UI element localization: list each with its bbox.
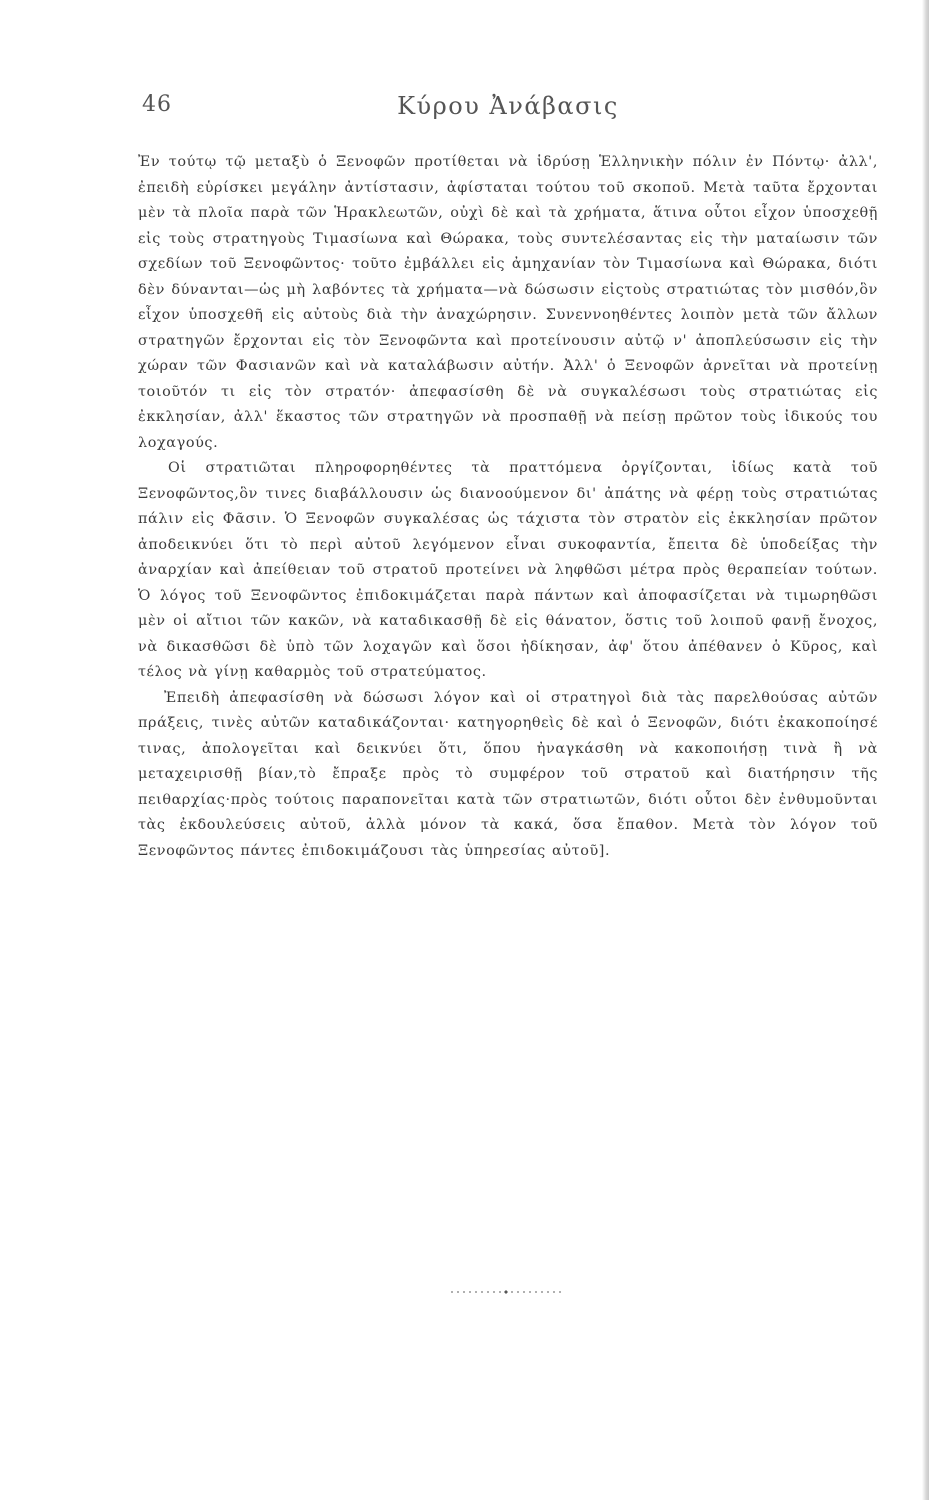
page-header: [138, 92, 878, 132]
paragraph: Οἱ στρατιῶται πληροφορηθέντες τὰ πραττόμενα ὀργίζονται, ἰδίως κατὰ τοῦ Ξενοφῶντος,ὃν τινες διαβάλλουσιν ὡς διανοούμενον δι' ἀπάτης νὰ φέρῃ τοὺς στρατιώτας πάλιν εἰς Φᾶσιν. Ὁ Ξενοφῶν συγκαλέσας ὡς τάχιστα τὸν στρατὸν εἰς ἐκκλησίαν πρῶτον ἀποδεικνύει ὅτι τὸ περὶ αὐτοῦ λεγόμενον εἶναι συκοφαντία, ἔπειτα δὲ ὑποδείξας τὴν ἀναρχίαν καὶ ἀπείθειαν τοῦ στρατοῦ προτείνει νὰ ληφθῶσι μέτρα πρὸς θεραπείαν τούτων. Ὁ λόγος τοῦ Ξενοφῶντος ἐπιδοκιμάζεται παρὰ πάντων καὶ ἀποφασίζεται νὰ τιμωρηθῶσι μὲν οἱ αἴτιοι τῶν κακῶν, νὰ καταδικασθῇ δὲ εἰς θάνατον, ὅστις τοῦ λοιποῦ φανῇ ἔνοχος, νὰ δικασθῶσι δὲ ὑπὸ τῶν λοχαγῶν καὶ ὅσοι ἠδίκησαν, ἀφ' ὅτου ἀπέθανεν ὁ Κῦρος, καὶ τέλος νὰ γίνῃ καθαρμὸς τοῦ στρατεύματος.: [138, 460, 878, 680]
end-ornament: [448, 1286, 568, 1298]
text-body: [138, 150, 878, 864]
page-number: 46: [142, 92, 172, 117]
running-title: Κύρου Ἀνάβασις: [397, 92, 619, 120]
paragraph: Ἐν τούτῳ τῷ μεταξὺ ὁ Ξενοφῶν προτίθεται νὰ ἱδρύσῃ Ἑλληνικὴν πόλιν ἐν Πόντῳ· ἀλλ', ἐπειδὴ εὑρίσκει μεγάλην ἀντίστασιν, ἀφίσταται τούτου τοῦ σκοποῦ. Μετὰ ταῦτα ἔρχονται μὲν τὰ πλοῖα παρὰ τῶν Ἡρακλεωτῶν, οὐχὶ δὲ καὶ τὰ χρήματα, ἅτινα οὗτοι εἶχον ὑποσχεθῇ εἰς τοὺς στρατηγοὺς Τιμασίωνα καὶ Θώρακα, τοὺς συντελέσαντας εἰς τὴν ματαίωσιν τῶν σχεδίων τοῦ Ξενοφῶντος· τοῦτο ἐμβάλλει εἰς ἀμηχανίαν τὸν Τιμασίωνα καὶ Θώρακα, διότι δὲν δύνανται—ὡς μὴ λαβόντες τὰ χρήματα—νὰ δώσωσιν εἰςτοὺς στρατιώτας τὸν μισθόν,ὃν εἶχον ὑποσχεθῆ εἰς αὐτοὺς διὰ τὴν ἀναχώρησιν. Συνεννοηθέντες λοιπὸν μετὰ τῶν ἄλλων στρατηγῶν ἔρχονται εἰς τὸν Ξενοφῶντα καὶ προτείνουσιν αὐτῷ ν' ἀποπλεύσωσιν εἰς τὴν χώραν τῶν Φασιανῶν καὶ νὰ καταλάβωσιν αὐτήν. Ἀλλ' ὁ Ξενοφῶν ἀρνεῖται νὰ προτείνῃ τοιοῦτόν τι εἰς τὸν στρατόν· ἀπεφασίσθη δὲ νὰ συγκαλέσωσι τοὺς στρατιώτας εἰς ἐκκλησίαν, ἀλλ' ἕκαστος τῶν στρατηγῶν νὰ προσπαθῇ νὰ πείσῃ πρῶτον τοὺς ἰδικούς του λοχαγούς.: [138, 154, 878, 451]
paragraph: Ἐπειδὴ ἀπεφασίσθη νὰ δώσωσι λόγον καὶ οἱ στρατηγοὶ διὰ τὰς παρελθούσας αὐτῶν πράξεις, τινὲς αὐτῶν καταδικάζονται· κατηγορηθεὶς δὲ καὶ ὁ Ξενοφῶν, διότι ἐκακοποίησέ τινας, ἀπολογεῖται καὶ δεικνύει ὅτι, ὅπου ἠναγκάσθη νὰ κακοποιήσῃ τινὰ ἢ νὰ μεταχειρισθῇ βίαν,τὸ ἔπραξε πρὸς τὸ συμφέρον τοῦ στρατοῦ καὶ διατήρησιν τῆς πειθαρχίας·πρὸς τούτοις παραπονεῖται κατὰ τῶν στρατιωτῶν, διότι οὗτοι δὲν ἐνθυμοῦνται τὰς ἐκδουλεύσεις αὐτοῦ, ἀλλὰ μόνον τὰ κακά, ὅσα ἔπαθον. Μετὰ τὸν λόγον τοῦ Ξενοφῶντος πάντες ἐπιδοκιμάζουσι τὰς ὑπηρεσίας αὐτοῦ].: [138, 689, 878, 859]
page-edge-shadow: [922, 0, 929, 1500]
